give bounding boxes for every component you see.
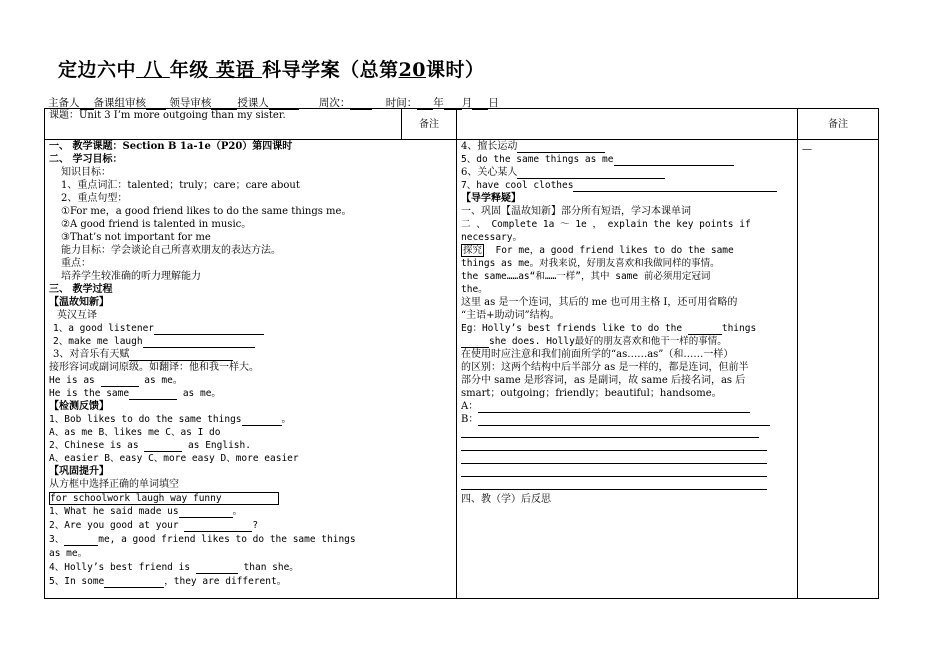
question-1-options: A、as me B、likes me C、as I do bbox=[49, 427, 221, 438]
adjective-note: 接形容词或副词原级。如翻译：他和我一样大。 bbox=[49, 362, 259, 373]
example-sentence: Eg：Holly’s best friends like to do the things bbox=[461, 323, 757, 334]
translate-instruction: 英汉互译 bbox=[57, 310, 97, 321]
key-point-label: 重点： bbox=[61, 258, 91, 269]
fill-item-1: 1、What he said made us 。 bbox=[49, 506, 243, 517]
ability-goal: 能力目标：学会谈论自己所喜欢朋友的表达方法。 bbox=[61, 245, 281, 256]
check-heading: 【检测反馈】 bbox=[49, 401, 109, 412]
guide-heading: 【导学释疑】 bbox=[461, 193, 521, 204]
explain-line-4: “主语+助动词”结构。 bbox=[461, 310, 560, 321]
answer-line bbox=[461, 450, 767, 451]
explain-line-5: 在使用时应注意和我们前面所学的“as……as”（和……一样） bbox=[461, 349, 734, 360]
explain-line-6: 的区别：这两个结构中后半部分 as 是一样的，都是连词，但前半 bbox=[461, 362, 749, 373]
question-2-options: A、easier B、easy C、more easy D、more easier bbox=[49, 453, 299, 464]
phrase-7: 7、have cool clothes bbox=[461, 180, 777, 192]
key-sentence-1: ①For me，a good friend likes to do the same things me。 bbox=[61, 206, 352, 217]
section-4-heading: 四、教（学）后反思 bbox=[461, 494, 551, 505]
answer-line bbox=[461, 489, 767, 490]
key-vocabulary: 1、重点词汇：talented；truly；care；care about bbox=[61, 180, 300, 191]
lesson-number: 20 bbox=[398, 59, 427, 81]
word-box: for schoolwork laugh way funny bbox=[49, 492, 279, 505]
page-title: 定边六中 八 年级 英语 科导学案（总第20课时） bbox=[58, 59, 485, 81]
key-point-text: 培养学生较准确的听力理解能力 bbox=[61, 271, 201, 282]
guide-step-1: 一、巩固【温故知新】部分所有短语，学习本课单词 bbox=[461, 206, 691, 217]
notes-dash: — bbox=[802, 144, 812, 155]
phrase-6: 6、关心某人 bbox=[461, 167, 665, 179]
grade-value: 八 bbox=[143, 59, 163, 81]
translate-item-3: 3、对音乐有天赋 bbox=[53, 349, 233, 361]
guide-step-2-cont: necessary。 bbox=[461, 232, 522, 243]
fill-item-4: 4、Holly’s best friend is than she。 bbox=[49, 562, 299, 573]
question-1: 1、Bob likes to do the same things 。 bbox=[49, 414, 292, 425]
he-sentence-1: He is as as me。 bbox=[49, 375, 183, 386]
translate-item-2: 2、make me laugh bbox=[53, 336, 255, 348]
translate-item-1: 1、a good listener bbox=[53, 323, 264, 335]
section-3-heading: 三、 教学过程 bbox=[49, 284, 113, 295]
middle-column bbox=[457, 140, 797, 598]
fill-item-3: 3、 me, a good friend likes to do the same things bbox=[49, 534, 356, 545]
answer-line bbox=[461, 437, 759, 438]
knowledge-goal-label: 知识目标： bbox=[61, 167, 111, 178]
explain-line-3: 这里 as 是一个连词，其后的 me 也可用主格 I，还可用省略的 bbox=[461, 297, 738, 308]
section-1-heading: 一、 教学课题：Section B 1a-1e（P20）第四课时 bbox=[49, 141, 293, 152]
right-notes-column bbox=[798, 140, 878, 598]
fill-instruction: 从方框中选择正确的单词填空 bbox=[49, 479, 179, 490]
subject-value: 英语 bbox=[215, 59, 255, 81]
phrase-5: 5、do the same things as me bbox=[461, 154, 734, 166]
lesson-plan-table bbox=[44, 108, 879, 599]
note-header-right: 备注 bbox=[828, 119, 848, 130]
question-2: 2、Chinese is as as English. bbox=[49, 440, 251, 451]
fill-item-3-cont: as me。 bbox=[49, 548, 88, 559]
phrase-4: 4、擅长运动 bbox=[461, 141, 605, 153]
explore-translation: things as me。对我来说，好朋友喜欢和我做同样的事情。 bbox=[461, 258, 720, 269]
fill-item-5: 5、In some ，they are different。 bbox=[49, 576, 287, 587]
explain-line-7: 部分中 same 是形容词，as 是副词，故 same 后接名词，as 后 bbox=[461, 375, 746, 386]
example-translation: she does. Holly最好的朋友喜欢和他干一样的事情。 bbox=[461, 336, 727, 348]
explain-line-8: smart；outgoing；friendly；beautiful；handsome。 bbox=[461, 388, 722, 399]
topic-cell: 课题：Unit 3 I’m more outgoing than my sister. bbox=[49, 110, 286, 121]
answer-line bbox=[461, 463, 767, 464]
warm-up-heading: 【温故知新】 bbox=[49, 297, 109, 308]
section-2-heading: 二、 学习目标： bbox=[49, 154, 123, 165]
fill-item-2: 2、Are you good at your ? bbox=[49, 520, 259, 531]
key-sentences-label: 2、重点句型： bbox=[61, 193, 128, 204]
answer-line bbox=[461, 476, 767, 477]
guide-step-2: 二 、 Complete 1a ～ 1e ， explain the key points if bbox=[461, 219, 751, 230]
explain-line-1: the same……as“和……一样”，其中 same 前必须用定冠词 bbox=[461, 271, 711, 282]
key-sentence-3: ③That’s not important for me bbox=[61, 232, 211, 243]
answer-a: A： bbox=[461, 401, 750, 413]
key-sentence-2: ②A good friend is talented in music。 bbox=[61, 219, 252, 230]
explore-label: 探究 bbox=[463, 245, 483, 256]
answer-b: B： bbox=[461, 414, 770, 426]
he-sentence-2: He is the same as me。 bbox=[49, 388, 221, 399]
note-header-mid: 备注 bbox=[419, 119, 439, 130]
consolidate-heading: 【巩固提升】 bbox=[49, 466, 109, 477]
explain-line-2: the。 bbox=[461, 284, 488, 295]
explore-sentence: 探究 For me，a good friend likes to do the same bbox=[463, 245, 734, 256]
left-column bbox=[45, 140, 456, 598]
meta-line: 主备人 备课组审核 领导审核 授课人 周次： 时间： 年 月 日 bbox=[48, 97, 499, 109]
